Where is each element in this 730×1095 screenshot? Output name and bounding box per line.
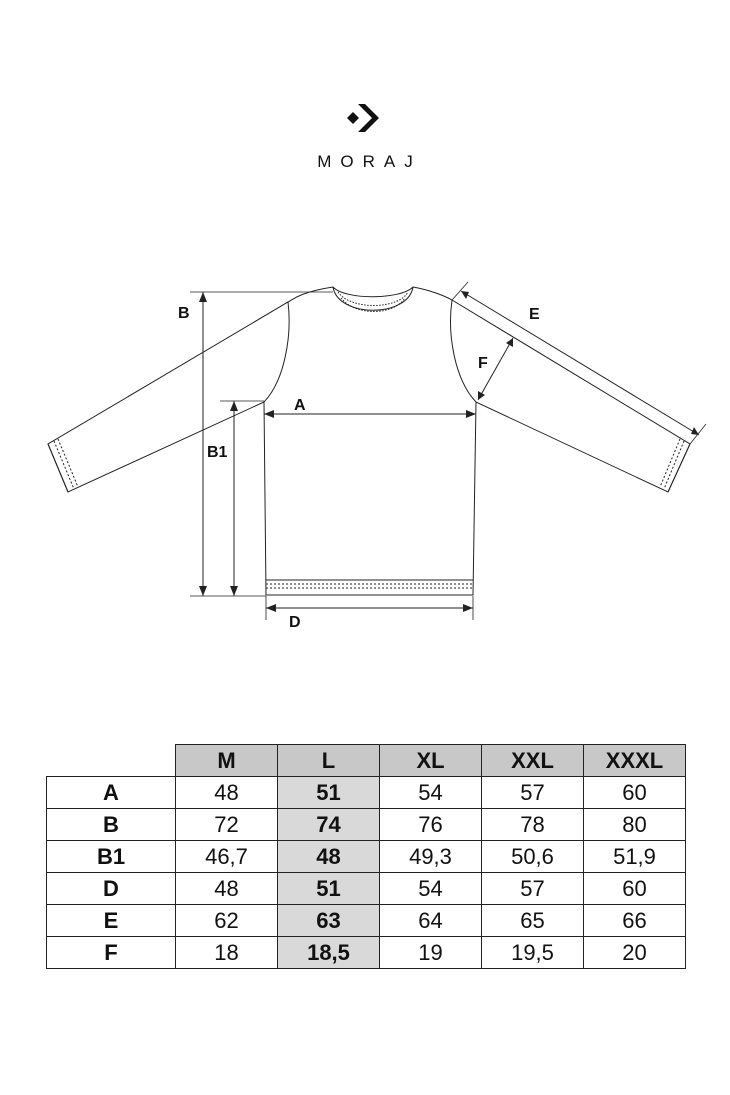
column-header: L	[278, 745, 380, 777]
table-cell: 54	[380, 873, 482, 905]
table-row	[47, 777, 686, 809]
row-label: A	[47, 777, 176, 809]
table-cell: 20	[584, 937, 686, 969]
brand-name: MORAJ	[317, 152, 422, 171]
label-b: B	[178, 305, 190, 322]
table-cell: 57	[482, 777, 584, 809]
table-cell: 80	[584, 809, 686, 841]
table-cell: 18,5	[278, 937, 380, 969]
table-cell: 72	[176, 809, 278, 841]
table-row	[47, 937, 686, 969]
table-cell: 63	[278, 905, 380, 937]
table-cell: 19	[380, 937, 482, 969]
row-label: E	[47, 905, 176, 937]
table-cell: 46,7	[176, 841, 278, 873]
dimension-e-line	[461, 291, 699, 435]
size-chart-table	[46, 744, 686, 969]
table-cell: 49,3	[380, 841, 482, 873]
table-cell: 50,6	[482, 841, 584, 873]
row-label: F	[47, 937, 176, 969]
table-cell: 60	[584, 777, 686, 809]
label-d: D	[289, 614, 301, 631]
table-cell: 76	[380, 809, 482, 841]
table-header-row	[47, 745, 686, 777]
table-cell: 51	[278, 873, 380, 905]
table-cell: 66	[584, 905, 686, 937]
sweater-outline	[48, 287, 690, 595]
table-corner	[47, 745, 176, 777]
column-header: XXXL	[584, 745, 686, 777]
table-row	[47, 841, 686, 873]
table-cell: 48	[278, 841, 380, 873]
table-row	[47, 809, 686, 841]
table-row	[47, 873, 686, 905]
column-header: XXL	[482, 745, 584, 777]
table-cell: 18	[176, 937, 278, 969]
column-header: M	[176, 745, 278, 777]
table-cell: 65	[482, 905, 584, 937]
row-label: D	[47, 873, 176, 905]
table-cell: 54	[380, 777, 482, 809]
table-cell: 60	[584, 873, 686, 905]
label-b1: B1	[207, 444, 228, 461]
table-cell: 51	[278, 777, 380, 809]
table-cell: 64	[380, 905, 482, 937]
table-cell: 78	[482, 809, 584, 841]
table-cell: 48	[176, 777, 278, 809]
row-label: B	[47, 809, 176, 841]
label-e: E	[529, 306, 540, 323]
row-label: B1	[47, 841, 176, 873]
table-cell: 48	[176, 873, 278, 905]
table-cell: 51,9	[584, 841, 686, 873]
table-cell: 74	[278, 809, 380, 841]
column-header: XL	[380, 745, 482, 777]
table-row	[47, 905, 686, 937]
label-f: F	[478, 355, 488, 372]
table-cell: 57	[482, 873, 584, 905]
table-cell: 62	[176, 905, 278, 937]
label-a: A	[294, 397, 306, 414]
table-cell: 19,5	[482, 937, 584, 969]
